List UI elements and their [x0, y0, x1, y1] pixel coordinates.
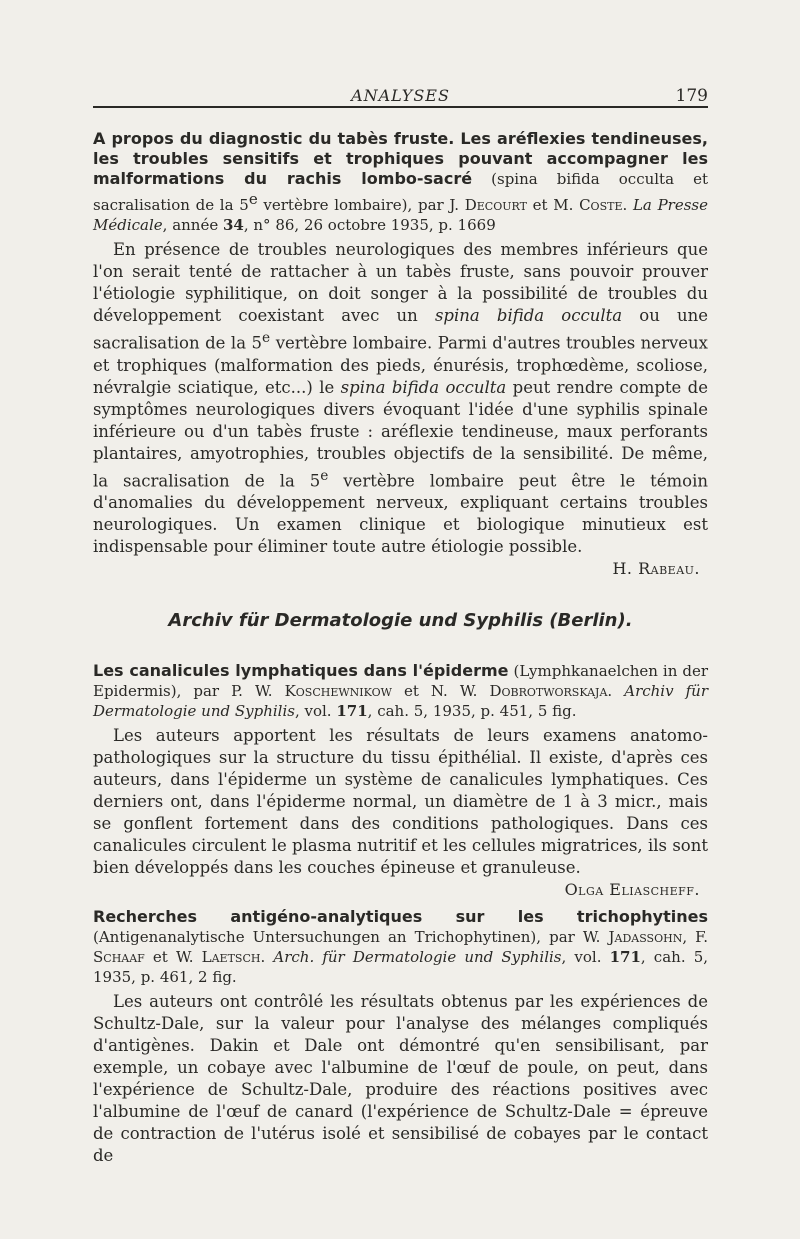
article-3-author-3: Laetsch [201, 948, 261, 967]
article-3-ref-c: et W. [144, 948, 202, 967]
article-2-ref-b: et N. W. [391, 682, 490, 701]
article-2 [93, 661, 708, 901]
article-1-ref-f: , n° 86, 26 octobre 1935, p. 1669 [243, 216, 496, 235]
article-3-title: Recherches antigéno-analytiques sur les trichophytines [93, 907, 708, 927]
article-3-ref-e: , vol. [561, 948, 610, 967]
article-3-ref-f: , cah. 5, 1935, p. 461, 2 fig. [93, 948, 709, 987]
article-2-heading [93, 661, 708, 721]
article-1-year-vol: 34 [222, 216, 244, 235]
article-1-body-italic-2: spina bifida occulta [340, 377, 507, 397]
running-head [93, 0, 708, 108]
article-2-ref-c: . [607, 682, 625, 701]
article-2-author-2: Dobrotworskaja [489, 682, 608, 701]
article-2-title: Les canalicules lymphatiques dans l'épiderme [93, 661, 509, 681]
article-2-author-1: Koschewnikow [284, 682, 392, 701]
article-1-body-e: vertèbre lombaire peut être le témoin d'anomalies du développement nerveux, expliquant certains troubles neurologiques. Un examen clinique et biologique minutieux est indispensable pour éliminer toute autre étiologie possible. [93, 471, 708, 557]
article-3-ref-b: , F. [682, 928, 708, 947]
article-1-body-sup-2: e [320, 467, 329, 484]
article-3-body: Les auteurs ont contrôlé les résultats obtenus par les expériences de Schultz-Dale, sur la valeur pour l'analyse des mélanges compliqués d'antigènes. Dakin et Dale ont démontré qu'en sensibilisant, par exemple, un cobaye avec l'albumine de l'œuf de poule, on peut, dans l'expérience de Schultz-Dale, produire des réactions positives avec l'albumine de l'œuf de canard (l'expérience de Schultz-Dale = épreuve de contraction de l'utérus isolé et sensibilisé de cobayes par le contact de [93, 992, 708, 1166]
article-1-signature: H. Rabeau. [612, 559, 700, 579]
article-1-ref-d: . [622, 196, 633, 215]
article-1-body-b: ou une sacralisation de la 5 [93, 306, 708, 353]
article-1-body [93, 239, 708, 558]
article-2-volume: 171 [336, 702, 368, 721]
article-2-ref-a: (Lymphkanaelchen in der Epidermis), par P. W. [93, 662, 708, 701]
article-1-ref-sup: e [248, 190, 258, 208]
journal-heading: Archiv für Dermatologie und Syphilis (Berlin). [168, 610, 633, 632]
article-1-author-1: Decourt [464, 196, 527, 215]
article-1-body-c: vertèbre lombaire. Parmi d'autres troubles nerveux et trophiques (malformation des pieds, énurésis, trophœdème, scoliose, névralgie sciatique, etc...) le [93, 333, 708, 397]
article-1-heading [93, 129, 708, 235]
article-3-volume: 171 [609, 948, 641, 967]
running-title: ANALYSES [351, 86, 450, 105]
article-3-journal: Arch. für Dermatologie und Syphilis [273, 948, 562, 967]
article-2-ref-d: , vol. [294, 702, 337, 721]
article-2-journal: Archiv für Dermatologie und Syphilis [93, 682, 708, 721]
article-1-body-d: peut rendre compte de symptômes neurologiques divers évoquant l'idée d'une syphilis spinale inférieure ou d'un tabès fruste : aréflexie tendineuse, maux perforants plantaires, amyotrophies, troubles objectifs de la sensibilité. De même, la sacralisation de la 5 [93, 377, 709, 491]
article-3 [93, 907, 708, 1167]
article-1-ref-e: , année [162, 216, 223, 235]
article-1-journal: La Presse Médicale [93, 196, 708, 235]
article-2-signature: Olga Eliascheff. [564, 880, 700, 900]
article-1-author-2: Coste [579, 196, 623, 215]
article-2-ref-e: , cah. 5, 1935, p. 451, 5 fig. [367, 702, 577, 721]
header-rule [93, 106, 708, 108]
article-1-body-a: En présence de troubles neurologiques des membres inférieurs que l'on serait tenté de rattacher à un tabès fruste, sans pouvoir prouver l'étiologie syphilitique, on doit songer à la possibilité de troubles du développement coexistant avec un [93, 240, 708, 326]
article-3-author-1: Jadassohn [608, 928, 683, 947]
article-1-ref-b: vertèbre lombaire), par J. [257, 196, 465, 215]
article-3-ref-a: (Antigenanalytische Untersuchungen an Trichophytinen), par W. [93, 928, 609, 947]
article-1-ref-c: et M. [526, 196, 580, 215]
article-1-ref-a: (spina bifida occulta et sacralisation de la 5 [93, 170, 708, 215]
article-1 [93, 129, 708, 580]
article-1-body-sup-1: e [262, 330, 271, 347]
article-3-author-2: Schaaf [93, 948, 145, 967]
article-3-heading [93, 907, 708, 987]
article-1-body-italic-1: spina bifida occulta [434, 306, 623, 326]
page-number: 179 [675, 86, 708, 106]
article-3-ref-d: . [260, 948, 274, 967]
article-2-body: Les auteurs apportent les résultats de leurs examens anatomo-pathologiques sur la structure du tissu épithélial. Il existe, d'après ces auteurs, dans l'épiderme un système de canalicules lymphatiques. Ces derniers ont, dans l'épiderme normal, un diamètre de 1 à 3 micr., mais se gonflent fortement dans des conditions pathologiques. Dans ces canalicules circulent le plasma nutritif et les cellules migratrices, ils sont bien développés dans les couches épineuse et granuleuse. [93, 726, 708, 878]
article-1-title: A propos du diagnostic du tabès fruste. Les aréflexies tendineuses, les troubles sensitifs et trophiques pouvant accompagner les malformations du rachis lombo-sacré [93, 129, 708, 188]
